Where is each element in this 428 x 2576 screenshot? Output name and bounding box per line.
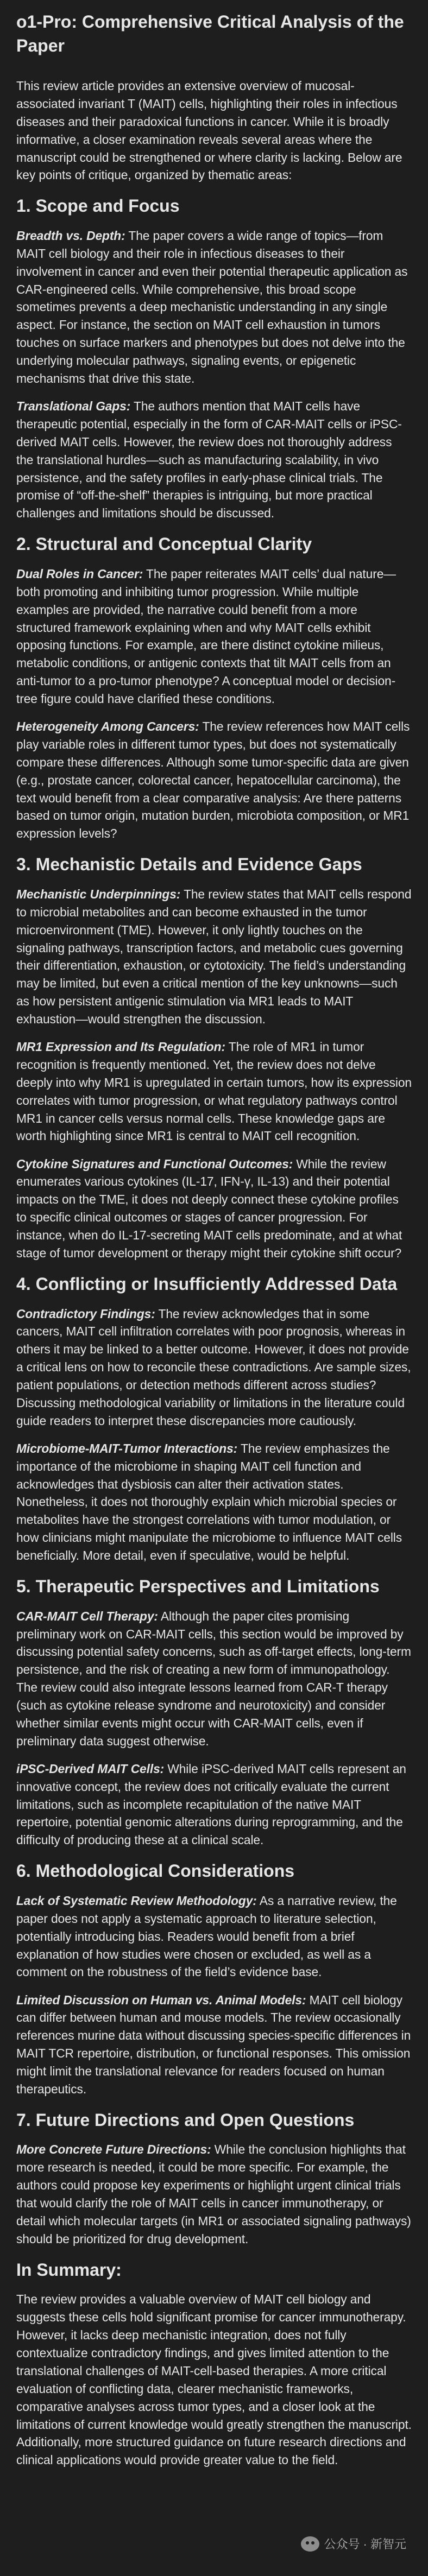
critique-text: The role of MR1 in tumor recognition is frequently mentioned. Yet, the review does not delve deeply into why MR1 is upregulated in certain tumors, how its expression correlates with tumor progression, or what regulatory pathways control MR1 in cancer cells versus normal cells. These knowledge gaps are worth highlighting since MR1 is central to MAIT cell recognition. xyxy=(16,1040,412,1143)
critique-lead: Limited Discussion on Human vs. Animal Models: xyxy=(16,1992,306,2007)
critique-lead: Cytokine Signatures and Functional Outcomes: xyxy=(16,1156,293,1171)
critique-lead: iPSC-Derived MAIT Cells: xyxy=(16,1761,165,1776)
critique-paragraph xyxy=(16,2141,412,2248)
critique-lead: Translational Gaps: xyxy=(16,399,131,414)
section-heading: 5. Therapeutic Perspectives and Limitations xyxy=(16,1577,380,1597)
watermark xyxy=(301,2535,406,2552)
critique-paragraph xyxy=(16,397,412,522)
critique-text: The review acknowledges that in some cancers, MAIT cell infiltration correlates with poor prognosis, whereas in others it may be linked to a better outcome. However, it does not provide a critical lens on how to reconcile these contradictions. Are sample sizes, patient populations, or detection methods different across studies? Discussing methodological variability or limitations in the literature could guide readers to interpret these discrepancies more cautiously. xyxy=(16,1306,411,1428)
critique-paragraph xyxy=(16,885,412,1028)
critique-paragraph xyxy=(16,1155,412,1262)
critique-text: MAIT cell biology can differ between human and mouse models. The review occasionally references murine data without discussing species-specific differences in MAIT TCR repertoire, distribution, or functional responses. This omission might limit the translational relevance for readers focused on human therapeutics. xyxy=(16,1992,411,2096)
critique-text: The review states that MAIT cells respond to microbial metabolites and can become exhausted in the tumor microenvironment (TME). However, it only lightly touches on the signaling pathways, transcription factors, and metabolic cues governing their differentiation, exhaustion, or cytotoxicity. The field’s understanding may be limited, but even a critical mention of the key unknowns—such as how persistent antigenic stimulation via MR1 leads to MAIT exhaustion—would strengthen the discussion. xyxy=(16,887,412,1027)
section-heading: 3. Mechanistic Details and Evidence Gaps xyxy=(16,855,362,875)
critique-lead: Microbiome-MAIT-Tumor Interactions: xyxy=(16,1441,238,1455)
critique-text: The paper reiterates MAIT cells’ dual nature—both promoting and inhibiting tumor progression. While multiple examples are provided, the narrative could benefit from a more structured framework explaining when and why MAIT cells exhibit opposing functions. For example, are there distinct cytokine milieus, metabolic conditions, or antigenic contexts that tilt MAIT cells from an anti-tumor to a pro-tumor phenotype? A conceptual model or decision-tree figure could have clarified these conditions. xyxy=(16,566,396,706)
section-heading: 7. Future Directions and Open Questions xyxy=(16,2110,355,2130)
section-heading: 1. Scope and Focus xyxy=(16,196,180,216)
critique-lead: Mechanistic Underpinnings: xyxy=(16,887,181,901)
critique-paragraph xyxy=(16,1607,412,1750)
critique-paragraph xyxy=(16,1440,412,1565)
critique-paragraph xyxy=(16,718,412,843)
wechat-icon xyxy=(301,2536,319,2552)
critique-text: Although the paper cites promising preliminary work on CAR-MAIT cells, this section would be improved by discussing potential safety concerns, such as off-target effects, long-term persistence, and the risk of creating a new form of immunopathology. The review could also integrate lessons learned from CAR-T therapy (such as cytokine release syndrome and neurotoxicity) and consider whether similar events might occur with CAR-MAIT cells, even if preliminary data suggest otherwise. xyxy=(16,1609,411,1748)
critique-text: The paper covers a wide range of topics—from MAIT cell biology and their role in infectious diseases to their involvement in cancer and even their potential therapeutic application as CAR-engineered cells. While comprehensive, this broad scope sometimes prevents a deep mechanistic understanding in any single aspect. For instance, the section on MAIT cell exhaustion in tumors touches on surface markers and phenotypes but does not delve into the underlying molecular pathways, signaling events, or epigenetic mechanisms that drive this state. xyxy=(16,228,408,385)
critique-lead: MR1 Expression and Its Regulation: xyxy=(16,1040,225,1054)
critique-paragraph xyxy=(16,1305,412,1430)
critique-lead: Heterogeneity Among Cancers: xyxy=(16,719,199,734)
critique-paragraph xyxy=(16,565,412,708)
summary-heading: In Summary: xyxy=(16,2259,122,2280)
critique-lead: Contradictory Findings: xyxy=(16,1306,155,1321)
critique-text: The review emphasizes the importance of the microbiome in shaping MAIT cell function and acknowledges that dysbiosis can alter their activation states. Nonetheless, it does not thoroughly explain which microbial species or metabolites have the strongest correlations with tumor modulation, or how clinicians might manipulate the microbiome to influence MAIT cells beneficially. More detail, even if speculative, would be helpful. xyxy=(16,1441,402,1563)
critique-lead: Lack of Systematic Review Methodology: xyxy=(16,1893,257,1908)
critique-text: The authors mention that MAIT cells have therapeutic potential, especially in the form of CAR-MAIT cells or iPSC-derived MAIT cells. However, the review does not thoroughly address the translational hurdles—such as manufacturing scalability, in vivo persistence, and the safety profiles in early-phase clinical trials. The promise of “off-the-shelf” therapies is intriguing, but more practical challenges and limitations should be discussed. xyxy=(16,399,402,521)
section-heading: 6. Methodological Considerations xyxy=(16,1861,295,1881)
section-heading: 4. Conflicting or Insufficiently Addressed Data xyxy=(16,1274,398,1294)
summary-paragraph: The review provides a valuable overview of MAIT cell biology and suggests these cells hold significant promise for cancer immunotherapy. However, it lacks deep mechanistic integration, does not fully contextualize contradictory findings, and gives limited attention to the translational challenges of MAIT-cell-based therapies. A more critical evaluation of conflicting data, clearer mechanistic frameworks, comparative analyses across tumor types, and a closer look at the limitations of current knowledge would greatly strengthen the manuscript. Additionally, more structured guidance on future research directions and clinical applications would provide greater value to the field. xyxy=(16,2292,412,2467)
sections-container xyxy=(16,194,412,2248)
critique-lead: More Concrete Future Directions: xyxy=(16,2142,211,2157)
critique-text: While the review enumerates various cytokines (IL-17, IFN-γ, IL-13) and their potential impacts on the TME, it does not deeply connect these cytokine profiles to specific clinical outcomes or stages of cancer progression. For instance, when do IL-17-secreting MAIT cells predominate, and at what stage of tumor development or therapy might their cytokine shift occur? xyxy=(16,1156,402,1260)
section-heading: 2. Structural and Conceptual Clarity xyxy=(16,534,312,554)
critique-lead: Dual Roles in Cancer: xyxy=(16,566,143,581)
critique-lead: Breadth vs. Depth: xyxy=(16,228,125,243)
critique-paragraph xyxy=(16,1892,412,1981)
critique-paragraph xyxy=(16,1760,412,1849)
critique-text: While the conclusion highlights that more research is needed, it could be more specific. For example, the authors could propose key experiments or highlight urgent clinical trials that would clarify the role of MAIT cells in cancer immunotherapy, or detail which molecular targets (in MR1 or associated signaling pathways) should be prioritized for drug development. xyxy=(16,2142,411,2246)
critique-paragraph xyxy=(16,1038,412,1145)
critique-lead: CAR-MAIT Cell Therapy: xyxy=(16,1609,158,1623)
intro-paragraph: This review article provides an extensive overview of mucosal-associated invariant T (MAIT) cells, highlighting their roles in infectious diseases and their paradoxical functions in cancer. While it is broadly informative, a closer examination reveals several areas where the manuscript could be strengthened or where clarity is lacking. Below are key points of critique, organized by thematic areas: xyxy=(16,79,402,182)
critique-paragraph xyxy=(16,1991,412,2098)
critique-paragraph xyxy=(16,227,412,388)
watermark-text: 公众号 · 新智元 xyxy=(324,2537,406,2551)
critique-text: As a narrative review, the paper does not apply a systematic approach to literature selection, potentially introducing bias. Readers would benefit from a brief explanation of how studies were chosen or excluded, as well as a comment on the robustness of the field’s evidence base. xyxy=(16,1893,397,1979)
critique-text: The review references how MAIT cells play variable roles in different tumor types, but does not systematically compare these differences. Although some tumor-specific data are given (e.g., prostate cancer, colorectal cancer, hepatocellular carcinoma), the text would benefit from a clear comparative analysis: Are there patterns based on tumor origin, mutation burden, microbiota composition, or MR1 expression levels? xyxy=(16,719,410,841)
document-title: o1-Pro: Comprehensive Critical Analysis of the Paper xyxy=(16,12,404,55)
critique-text: While iPSC-derived MAIT cells represent an innovative concept, the review does not critically evaluate the current limitations, such as incomplete recapitulation of the native MAIT repertoire, potential genomic alterations during reprogramming, and the difficulty of producing these at a clinical scale. xyxy=(16,1761,406,1847)
